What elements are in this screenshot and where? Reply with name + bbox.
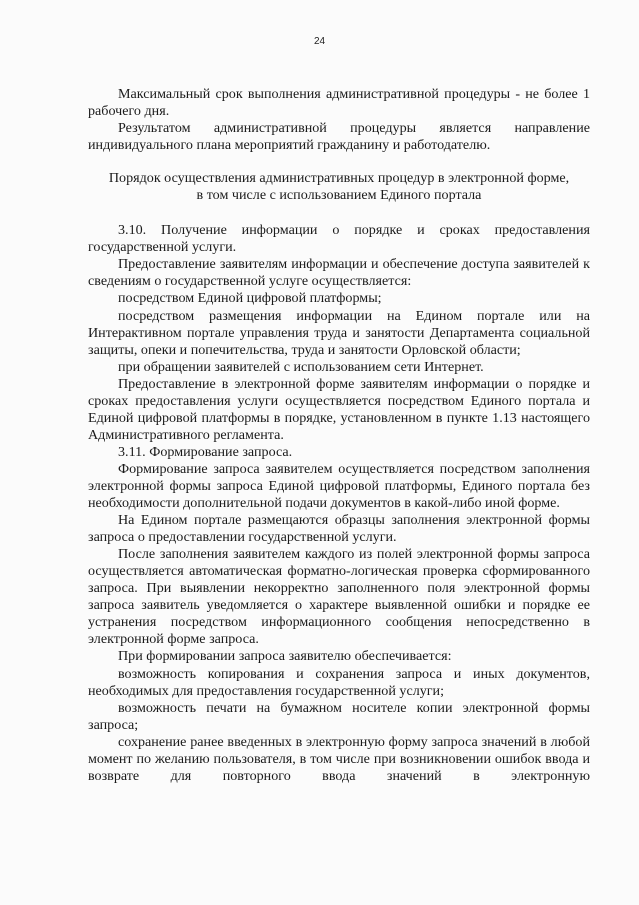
paragraph-provided: При формировании запроса заявителю обеспечивается:: [118, 648, 452, 665]
paragraph-3-10: 3.10. Получение информации о порядке и сроках предоставления государственной услуги.: [88, 222, 590, 256]
list-item-save-values: сохранение ранее введенных в электронную форму запроса значений в любой момент по желанию пользователя, в том числе при возникновении ошибок ввода и возврате для повторного ввода значений в электронную: [88, 733, 590, 784]
paragraph-validation: После заполнения заявителем каждого из полей электронной формы запроса осуществляется автоматическая форматно-логическая проверка сформированного запроса. При выявлении некорректно заполненного поля электронной формы запроса заявитель уведомляется о характере выявленной ошибки и порядке ее устранения посредством информационного сообщения непосредственно в электронной форме запроса.: [88, 546, 590, 648]
document-body: [88, 86, 590, 785]
section-title-line-1: Порядок осуществления административных процедур в электронной форме,: [108, 170, 570, 187]
section-title-line-2: в том числе с использованием Единого портала: [196, 187, 482, 204]
paragraph-max-term: Максимальный срок выполнения административной процедуры - не более 1 рабочего дня.: [88, 86, 590, 120]
paragraph-electronic-info: Предоставление в электронной форме заявителям информации о порядке и сроках предоставления услуги осуществляется посредством Единого портала и Единой цифровой платформы в порядке, установленном в пункте 1.13 настоящего Административного регламента.: [88, 375, 590, 443]
page-number: 24: [313, 36, 326, 47]
section-title: [88, 170, 590, 204]
list-item-portal-info: посредством размещения информации на Едином портале или на Интерактивном портале управления труда и занятости Департамента социальной защиты, опеки и попечительства, труда и занятости Орловской области;: [88, 307, 590, 358]
paragraph-result: Результатом административной процедуры является направление индивидуального плана мероприятий гражданину и работодателю.: [88, 120, 590, 154]
paragraph-samples: На Едином портале размещаются образцы заполнения электронной формы запроса о предоставлении государственной услуги.: [88, 512, 590, 546]
paragraph-3-11: 3.11. Формирование запроса.: [118, 443, 293, 460]
list-item-digital-platform: посредством Единой цифровой платформы;: [118, 290, 382, 307]
paragraph-info-provision: Предоставление заявителям информации и обеспечение доступа заявителей к сведениям о государственной услуге осуществляется:: [88, 256, 590, 290]
list-item-internet: при обращении заявителей с использованием сети Интернет.: [118, 358, 484, 375]
list-item-copy-save: возможность копирования и сохранения запроса и иных документов, необходимых для предоставления государственной услуги;: [88, 665, 590, 699]
paragraph-request-forming: Формирование запроса заявителем осуществляется посредством заполнения электронной формы запроса Единой цифровой платформы, Единого портала без необходимости дополнительной подачи документов в какой-либо иной форме.: [88, 460, 590, 512]
list-item-print: возможность печати на бумажном носителе копии электронной формы запроса;: [88, 699, 590, 733]
